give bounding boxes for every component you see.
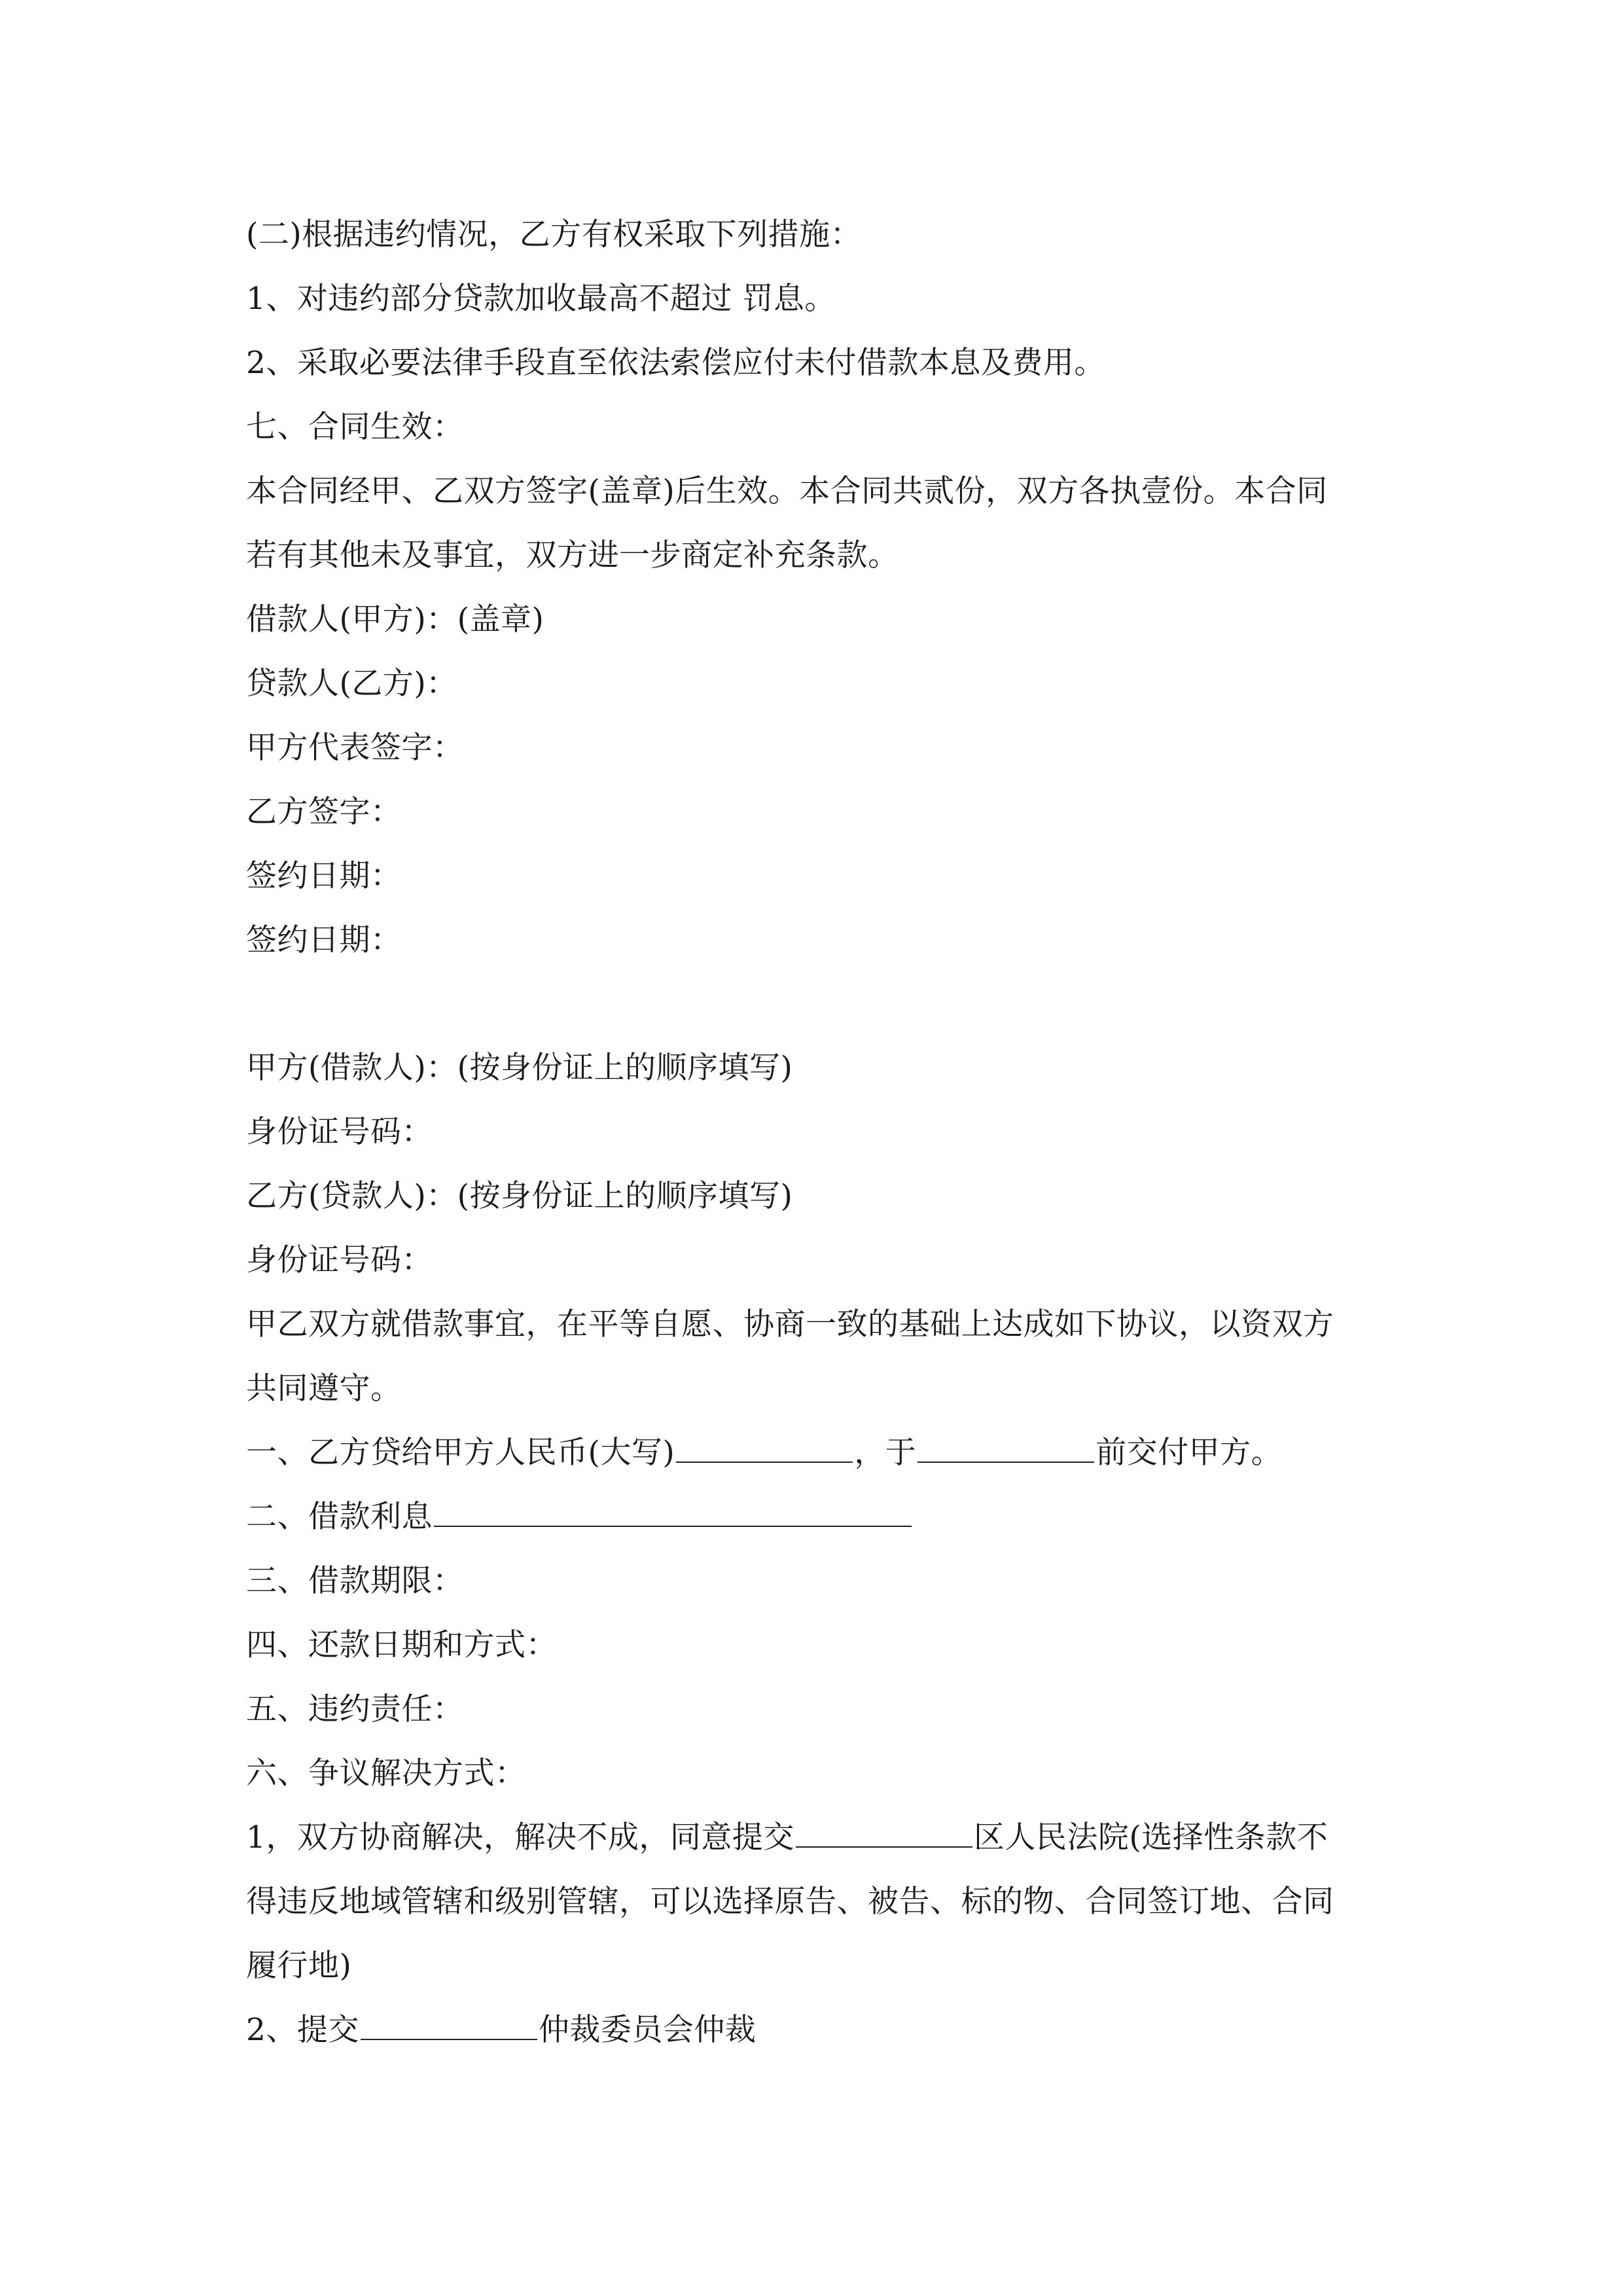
clause-effect-text-2: 若有其他未及事宜，双方进一步商定补充条款。 xyxy=(246,537,899,573)
court-name-blank xyxy=(796,1818,972,1848)
party-b-signature-label: 乙方签字： xyxy=(246,794,402,830)
section-gap xyxy=(246,973,1385,1036)
arbitration-text: 2、提交 xyxy=(246,2012,359,2048)
clause-court-option xyxy=(246,1806,1385,1870)
clause-loan-term: 三、借款期限： xyxy=(246,1563,464,1599)
loan-interest-text: 二、借款利息 xyxy=(246,1499,433,1535)
loan-interest-blank xyxy=(434,1497,912,1527)
clause-penalty-interest: 1、对违约部分贷款加收最高不超过 罚息。 xyxy=(246,281,836,317)
clause-loan-amount xyxy=(246,1421,1385,1485)
court-option-text-3: 得违反地域管辖和级别管辖，可以选择原告、被告、标的物、合同签订地、合同 xyxy=(246,1884,1334,1920)
borrower-seal-label: 借款人(甲方)：(盖章) xyxy=(246,601,544,637)
agreement-preamble-1: 甲乙双方就借款事宜，在平等自愿、协商一致的基础上达成如下协议，以资双方 xyxy=(246,1306,1334,1342)
loan-delivery-text: 前交付甲方。 xyxy=(1096,1435,1283,1471)
loan-amount-blank xyxy=(676,1433,853,1463)
clause-repayment: 四、还款日期和方式： xyxy=(246,1627,557,1663)
party-a-borrower-label: 甲方(借款人)：(按身份证上的顺序填写) xyxy=(246,1050,793,1086)
arbitration-blank xyxy=(361,2010,537,2040)
party-a-id-label: 身份证号码： xyxy=(246,1114,433,1150)
clause-dispute-resolution: 六、争议解决方式： xyxy=(246,1755,526,1791)
signing-date-label-1: 签约日期： xyxy=(246,858,402,894)
agreement-preamble-2: 共同遵守。 xyxy=(246,1371,402,1407)
party-a-rep-signature-label: 甲方代表签字： xyxy=(246,730,464,766)
court-option-text-2: 区人民法院(选择性条款不 xyxy=(973,1820,1329,1856)
clause-effect-text-1: 本合同经甲、乙双方签字(盖章)后生效。本合同共贰份，双方各执壹份。本合同 xyxy=(246,473,1328,509)
loan-date-text: ，于 xyxy=(854,1435,917,1471)
heading-contract-effect: 七、合同生效： xyxy=(246,409,464,445)
party-b-lender-label: 乙方(贷款人)：(按身份证上的顺序填写) xyxy=(246,1178,793,1214)
clause-liability: 五、违约责任： xyxy=(246,1691,464,1727)
document-body xyxy=(246,203,1385,2062)
signing-date-label-2: 签约日期： xyxy=(246,922,402,958)
clause-legal-means: 2、采取必要法律手段直至依法索偿应付未付借款本息及费用。 xyxy=(246,345,1105,381)
party-b-id-label: 身份证号码： xyxy=(246,1242,433,1278)
clause-breach-measures: (二)根据违约情况，乙方有权采取下列措施： xyxy=(246,217,862,253)
court-option-text-4: 履行地) xyxy=(246,1948,352,1984)
lender-label: 贷款人(乙方)： xyxy=(246,666,457,702)
loan-date-blank xyxy=(918,1433,1094,1463)
arbitration-text-2: 仲裁委员会仲裁 xyxy=(538,2012,757,2048)
clause-arbitration-option xyxy=(246,1998,1385,2062)
loan-amount-text: 一、乙方贷给甲方人民币(大写) xyxy=(246,1435,675,1471)
clause-loan-interest xyxy=(246,1485,1385,1549)
court-option-text: 1，双方协商解决，解决不成，同意提交 xyxy=(246,1820,794,1856)
